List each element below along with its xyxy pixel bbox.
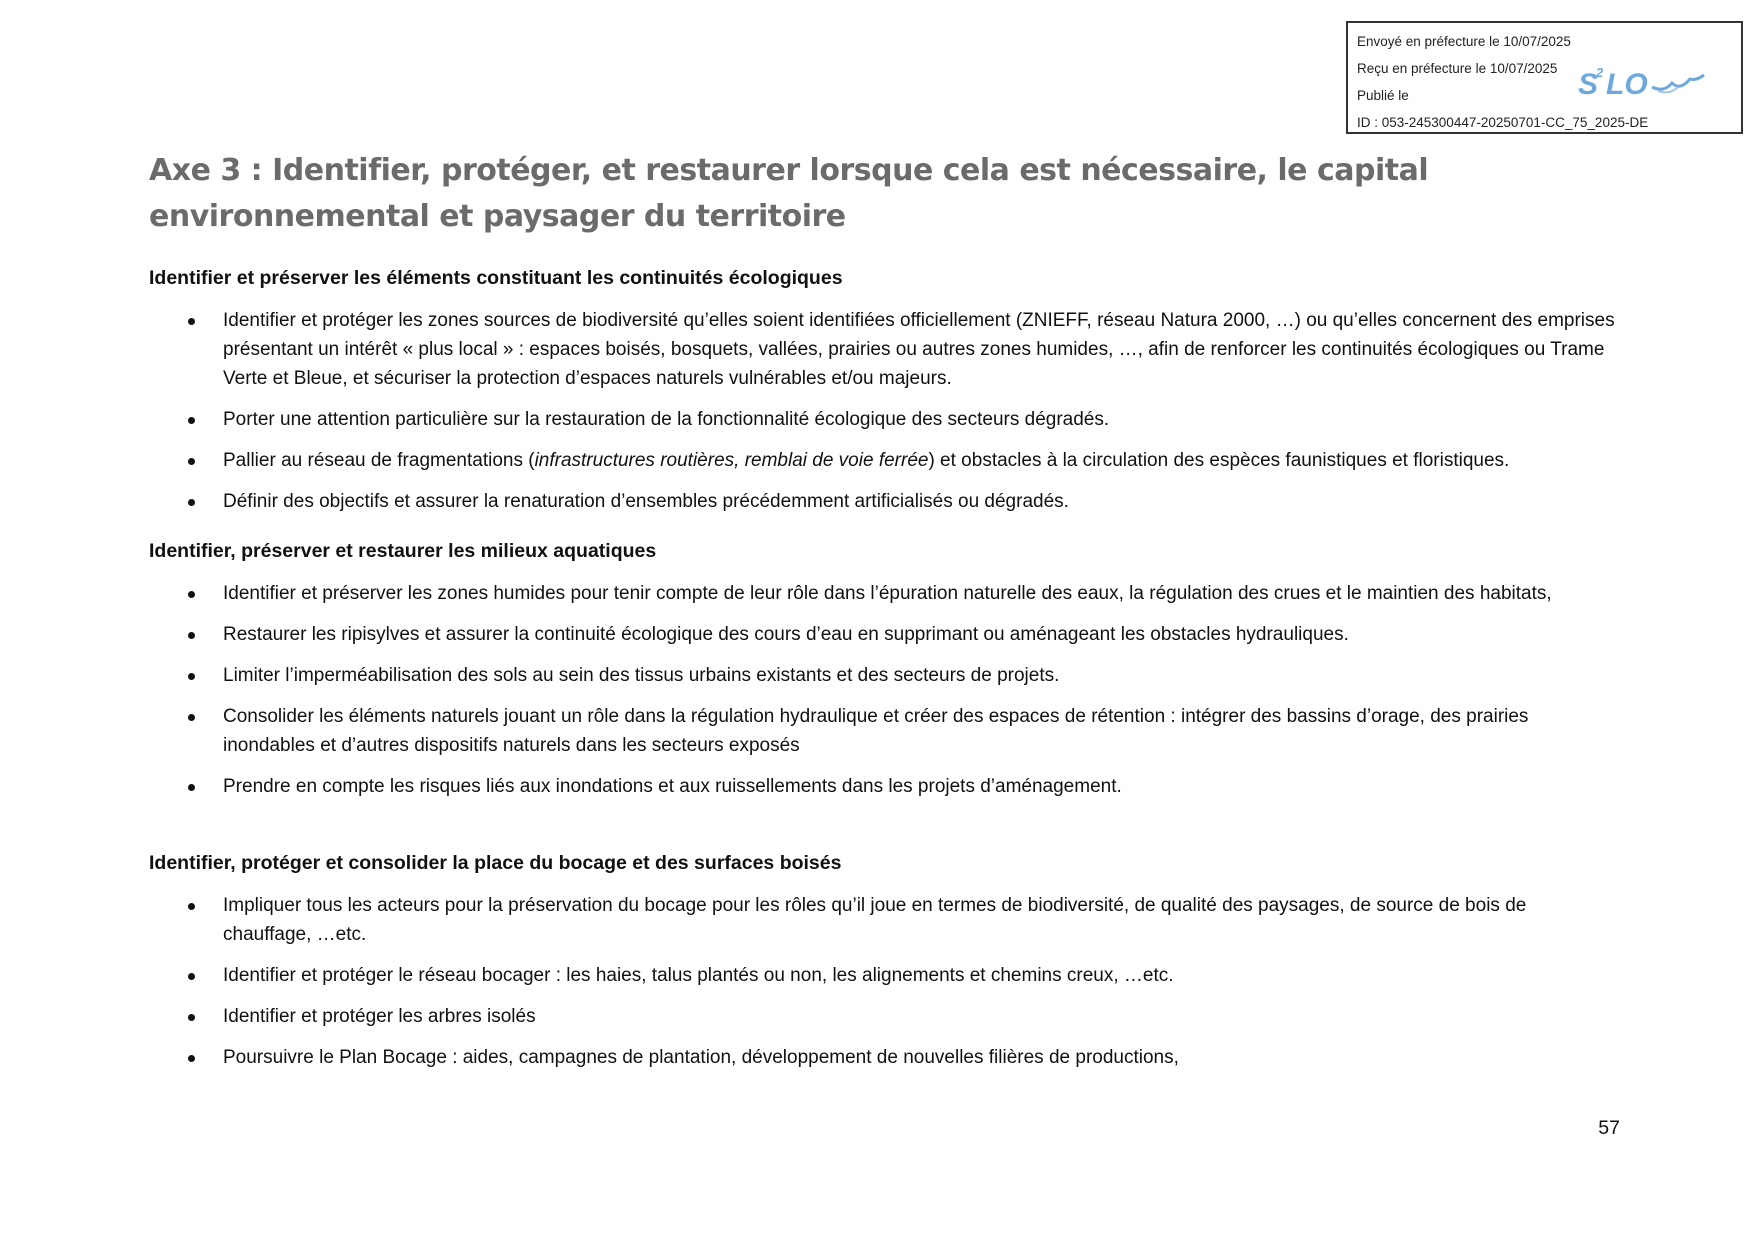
s2lo-logo (1576, 61, 1706, 101)
list-item (149, 772, 1619, 801)
svg-text:LO: LO (1606, 68, 1648, 101)
bullet-icon (188, 318, 195, 325)
bullet-list-bocage (149, 891, 1619, 1084)
bullet-icon (188, 417, 195, 424)
prefecture-stamp (1346, 21, 1743, 134)
list-item-text: Définir des objectifs et assurer la renaturation d’ensembles précédemment artificialisés ou dégradés. (223, 491, 1069, 512)
stamp-received: Reçu en préfecture le 10/07/2025 (1357, 61, 1558, 76)
list-item (149, 579, 1619, 608)
list-item-text: Restaurer les ripisylves et assurer la continuité écologique des cours d’eau en supprimant ou aménageant les obstacles hydrauliques. (223, 624, 1349, 645)
list-item-text: Identifier et protéger les arbres isolés (223, 1006, 536, 1027)
list-item-text: Poursuivre le Plan Bocage : aides, campagnes de plantation, développement de nouvelles filières de productions, (223, 1047, 1179, 1068)
svg-text:S: S (1578, 68, 1599, 101)
page-number: 57 (1598, 1117, 1620, 1139)
list-item-text: Limiter l’imperméabilisation des sols au sein des tissus urbains existants et des secteurs de projets. (223, 665, 1060, 686)
list-item (149, 306, 1619, 393)
section-heading-continuites: Identifier et préserver les éléments constituant les continuités écologiques (149, 267, 843, 289)
list-item (149, 487, 1619, 516)
section-heading-bocage: Identifier, protéger et consolider la place du bocage et des surfaces boisés (149, 852, 842, 874)
list-item (149, 702, 1619, 760)
section-heading-milieux-aquatiques: Identifier, préserver et restaurer les milieux aquatiques (149, 540, 657, 562)
bullet-icon (188, 591, 195, 598)
stamp-sent: Envoyé en préfecture le 10/07/2025 (1357, 34, 1571, 49)
list-item (149, 446, 1619, 475)
list-item-text: Impliquer tous les acteurs pour la préservation du bocage pour les rôles qu’il joue en termes de biodiversité, de qualité des paysages, de source de bois de chauffage, …etc. (223, 895, 1527, 945)
list-item (149, 891, 1619, 949)
list-item-text-after: ) et obstacles à la circulation des espèces faunistiques et floristiques. (928, 450, 1510, 471)
stamp-published: Publié le (1357, 88, 1409, 103)
bullet-icon (188, 973, 195, 980)
list-item-text: Identifier et préserver les zones humides pour tenir compte de leur rôle dans l’épuration naturelle des eaux, la régulation des crues et le maintien des habitats, (223, 583, 1552, 604)
list-item-text: Porter une attention particulière sur la restauration de la fonctionnalité écologique des secteurs dégradés. (223, 409, 1110, 430)
page-title: Axe 3 : Identifier, protéger, et restaurer lorsque cela est nécessaire, le capital environnemental et paysager du territoire (149, 153, 1429, 234)
bullet-icon (188, 1055, 195, 1062)
list-item (149, 1002, 1619, 1031)
list-item-text: Prendre en compte les risques liés aux inondations et aux ruissellements dans les projets d’aménagement. (223, 776, 1122, 797)
bullet-icon (188, 632, 195, 639)
list-item-text: Consolider les éléments naturels jouant un rôle dans la régulation hydraulique et créer des espaces de rétention : intégrer des bassins d’orage, des prairies inondables et d’autres dispositifs naturels dans les secteurs exposés (223, 706, 1529, 756)
bullet-icon (188, 903, 195, 910)
list-item-text-before: Pallier au réseau de fragmentations ( (223, 450, 535, 471)
list-item (149, 661, 1619, 690)
list-item (149, 620, 1619, 649)
bullet-icon (188, 714, 195, 721)
bullet-icon (188, 784, 195, 791)
bullet-list-continuites (149, 306, 1619, 528)
svg-text:2: 2 (1596, 65, 1604, 80)
bullet-list-milieux-aquatiques (149, 579, 1619, 813)
list-item (149, 405, 1619, 434)
list-item (149, 1043, 1619, 1072)
list-item-text: Identifier et protéger le réseau bocager : les haies, talus plantés ou non, les alignements et chemins creux, …etc. (223, 965, 1174, 986)
list-item-text-italic: infrastructures routières, remblai de voie ferrée (534, 450, 929, 471)
stamp-id: ID : 053-245300447-20250701-CC_75_2025-DE (1357, 115, 1649, 130)
bullet-icon (188, 458, 195, 465)
bullet-icon (188, 1014, 195, 1021)
bullet-icon (188, 499, 195, 506)
bullet-icon (188, 673, 195, 680)
list-item (149, 961, 1619, 990)
list-item-text: Identifier et protéger les zones sources de biodiversité qu’elles soient identifiées officiellement (ZNIEFF, réseau Natura 2000, …) ou qu’elles concernent des emprises présentant un intérêt « plus local » : espaces boisés, bosquets, vallées, prairies ou autres zones humides, …, afin de renforcer les continuités écologiques ou Trame Verte et Bleue, et sécuriser la protection d’espaces naturels vulnérables et/ou majeurs. (223, 310, 1615, 389)
